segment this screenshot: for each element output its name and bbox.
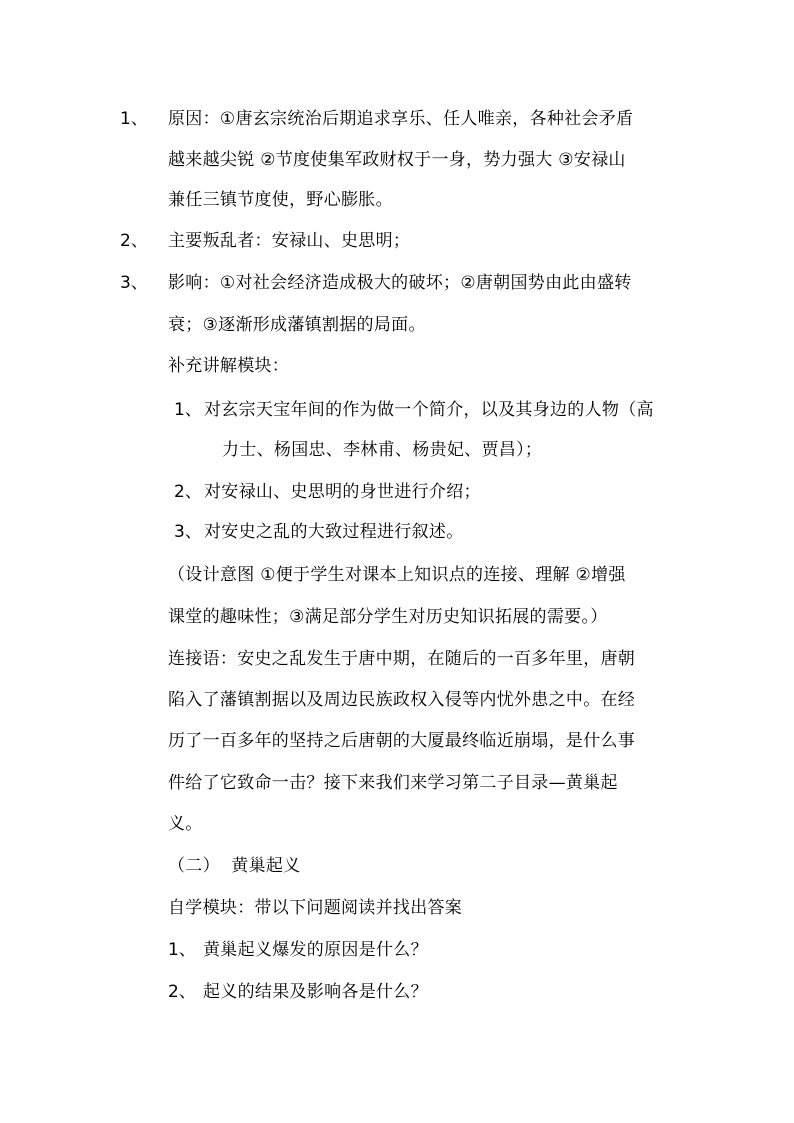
list-number: 2、 bbox=[174, 482, 202, 502]
paragraph-line: 力士、杨国忠、李林甫、杨贵妃、贾昌）； bbox=[222, 440, 543, 460]
design-intent-line: 课堂的趣味性；③满足部分学生对历史知识拓展的需要。） bbox=[168, 607, 608, 627]
paragraph-line: 越来越尖锐 ②节度使集军政财权于一身，势力强大 ③安禄山 bbox=[168, 150, 626, 170]
list-number: 3、 bbox=[120, 273, 148, 293]
paragraph-line: 对安禄山、史思明的身世进行介绍； bbox=[204, 482, 481, 502]
design-intent-line: （设计意图 ①便于学生对课本上知识点的连接、理解 ②增强 bbox=[168, 565, 626, 585]
question-line: 起义的结果及影响各是什么？ bbox=[203, 982, 428, 1002]
paragraph-line: 衰；③逐渐形成藩镇割据的局面。 bbox=[168, 315, 426, 335]
paragraph-line: 影响：①对社会经济造成极大的破坏；②唐朝国势由此由盛转 bbox=[168, 273, 632, 293]
section-heading: （二） 黄巢起义 bbox=[168, 856, 301, 876]
list-number: 3、 bbox=[174, 522, 202, 542]
transition-line: 件给了它致命一击？接下来我们来学习第二子目录—黄巢起 bbox=[168, 773, 618, 793]
paragraph-line: 对玄宗天宝年间的作为做一个简介，以及其身边的人物（高 bbox=[204, 400, 654, 420]
question-line: 黄巢起义爆发的原因是什么？ bbox=[203, 940, 428, 960]
list-number: 2、 bbox=[120, 231, 148, 251]
transition-line: 历了一百多年的坚持之后唐朝的大厦最终临近崩塌，是什么事 bbox=[168, 731, 636, 751]
transition-line: 陷入了藩镇割据以及周边民族政权入侵等内忧外患之中。在经 bbox=[168, 690, 636, 710]
list-number: 1、 bbox=[168, 940, 196, 960]
self-study-heading: 自学模块：带以下问题阅读并找出答案 bbox=[168, 898, 463, 918]
list-number: 2、 bbox=[168, 982, 196, 1002]
paragraph-line: 原因：①唐玄宗统治后期追求享乐、任人唯亲，各种社会矛盾 bbox=[168, 109, 634, 129]
supplement-heading: 补充讲解模块： bbox=[168, 356, 290, 376]
paragraph-line: 对安史之乱的大致过程进行叙述。 bbox=[204, 522, 464, 542]
paragraph-line: 主要叛乱者：安禄山、史思明； bbox=[168, 231, 411, 251]
list-number: 1、 bbox=[174, 400, 202, 420]
paragraph-line: 兼任三镇节度使，野心膨胀。 bbox=[168, 190, 393, 210]
transition-line: 连接语：安史之乱发生于唐中期，在随后的一百多年里，唐朝 bbox=[168, 649, 636, 669]
list-number: 1、 bbox=[120, 109, 148, 129]
transition-line: 义。 bbox=[168, 814, 203, 834]
